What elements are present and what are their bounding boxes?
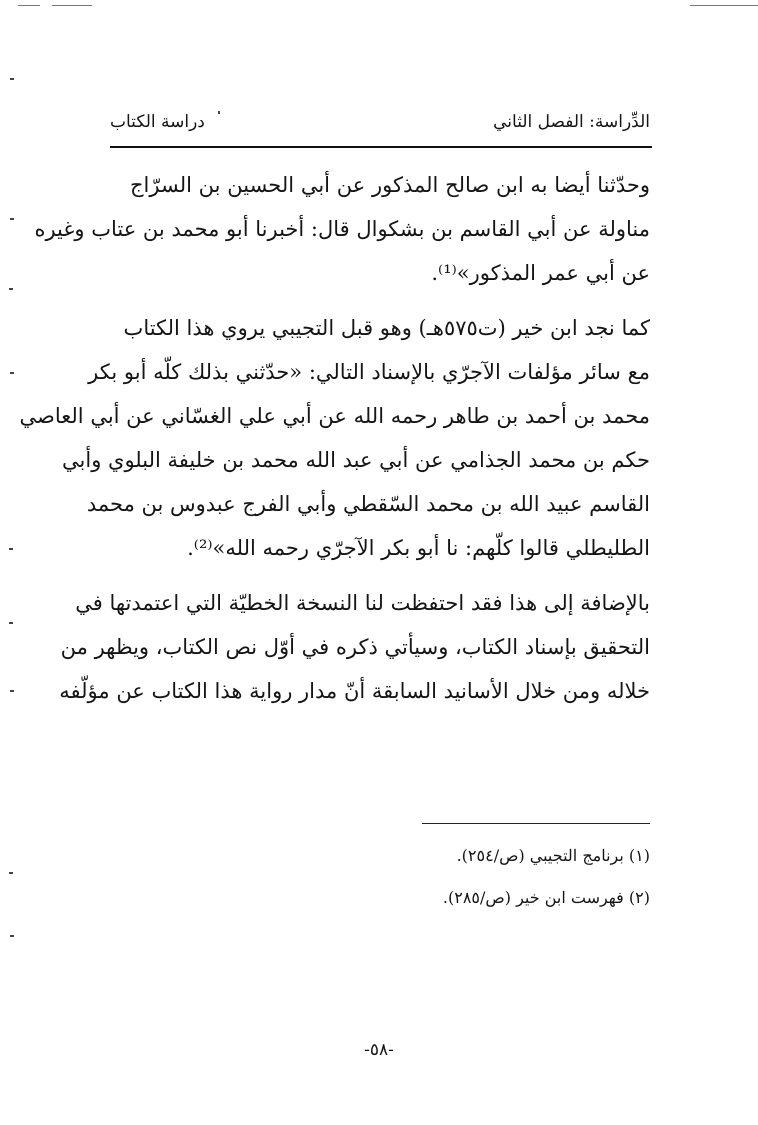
body-line: محمد بن أحمد بن طاهر رحمه الله عن أبي علي الغسّاني عن أبي العاصي [19,404,650,428]
header-rule [110,146,652,148]
scan-edge-line [18,5,40,6]
scan-margin-mark [10,690,14,692]
scan-margin-mark [9,548,13,550]
footnote-2: (٢) فهرست ابن خير (ص/٢٨٥). [442,888,650,907]
body-line: القاسم عبيد الله بن محمد السّقطي وأبي الفرج عبدوس بن محمد [86,492,650,516]
scan-edge-line [690,5,758,6]
body-line: بالإضافة إلى هذا فقد احتفظت لنا النسخة الخطيّة التي اعتمدتها في [75,591,650,615]
body-line: التحقيق بإسناد الكتاب، وسيأتي ذكره في أوّل نص الكتاب، ويظهر من [60,635,650,659]
body-line: حكم بن محمد الجذامي عن أبي عبد الله محمد بن خليفة البلوي وأبي [62,448,650,472]
body-line: مع سائر مؤلفات الآجرّي بالإسناد التالي: «حدّثني بذلك كلّه أبو بكر [88,360,650,384]
scan-margin-mark [10,372,14,374]
body-line: وحدّثنا أيضا به ابن صالح المذكور عن أبي الحسين بن السرّاج [130,173,650,197]
scan-margin-mark [10,218,14,220]
running-head [110,112,650,142]
running-head-section: دراسة الكتاب [110,112,205,132]
page-number: -٥٨- [364,1040,394,1060]
scan-margin-mark [9,288,13,290]
running-head-chapter: الدِّراسة: الفصل الثاني [493,112,650,132]
footnote-1: (١) برنامج التجيبي (ص/٢٥٤). [456,846,650,865]
scan-margin-mark [9,622,13,624]
scan-edge-line [52,5,92,6]
scan-margin-mark [10,935,14,937]
body-line: خلاله ومن خلال الأسانيد السابقة أنّ مدار رواية هذا الكتاب عن مؤلّفه [59,679,650,703]
footnote-rule [422,823,650,824]
body-line: كما نجد ابن خير (ت٥٧٥هـ) وهو قبل التجيبي يروي هذا الكتاب [123,316,650,340]
body-line: عن أبي عمر المذكور»⁽¹⁾. [431,261,650,285]
scan-margin-mark [9,872,13,874]
body-line: الطليطلي قالوا كلّهم: نا أبو بكر الآجرّي رحمه الله»⁽²⁾. [187,536,650,560]
scan-margin-mark [10,78,14,80]
body-line: مناولة عن أبي القاسم بن بشكوال قال: أخبرنا أبو محمد بن عتاب وغيره [34,217,650,241]
